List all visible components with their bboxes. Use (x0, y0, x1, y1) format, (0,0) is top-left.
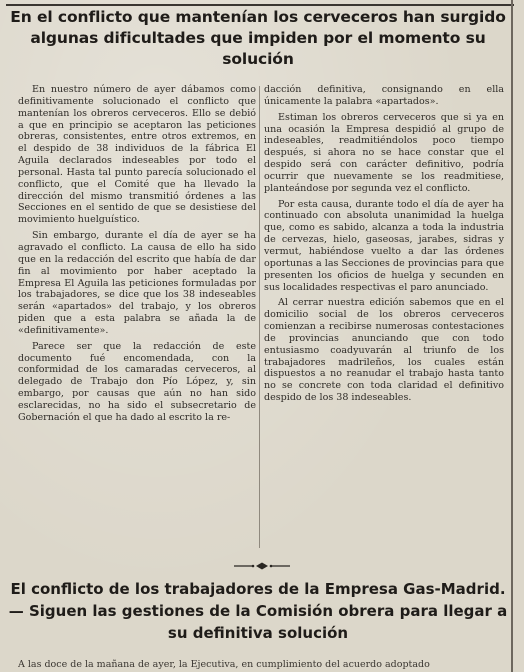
article1-headline: En el conflicto que mantenían los cerveceros han surgido algunas dificultades que impiden por el momento su solución (10, 8, 506, 68)
article1-paragraph: Estiman los obreros cerveceros que si ya en una ocasión la Empresa despidió al grupo de indeseables, readmitiéndolos poco tiempo después, si ahora no se hace constar que el despido será con carácter definitivo, podría ocurrir que nuevamente se los readmitiese, planteándose por segunda vez el conflicto. (264, 111, 504, 194)
article1-paragraph: Sin embargo, durante el día de ayer se ha agravado el conflicto. La causa de ello ha sido que en la redacción del escrito que había de dar fin al movimiento por haber aceptado la Empresa El Aguila las peticiones formuladas por los trabajadores, se dice que los 38 indeseables serán «apartados» del trabajo, y los obreros piden que a esta palabra se añada la de «definitivamente». (18, 230, 256, 336)
article2-headline: El conflicto de los trabajadores de la Empresa Gas-Madrid. — Siguen las gestiones de la Comisión obrera para llegar a su definitiva solución (8, 580, 508, 642)
article1-paragraph: dacción definitiva, consignando en ella únicamente la palabra «apartados». (264, 84, 504, 107)
article1-paragraph: Por esta causa, durante todo el día de ayer ha continuado con absoluta unanimidad la huelga que, como es sabido, alcanza a toda la industria de cervezas, hielo, gaseosas, jarabes, sidras y vermut, habiéndose vuelto a dar las órdenes oportunas a las Secciones de provincias para que presenten los oficios de huelga y secunden en sus localidades respectivas el paro anunciado. (264, 198, 504, 293)
ornamental-rule-icon (232, 561, 292, 571)
article2-first-line: A las doce de la mañana de ayer, la Ejecutiva, en cumplimiento del acuerdo adoptado (18, 659, 430, 670)
right-margin-rule (511, 0, 513, 672)
column-divider (259, 86, 260, 548)
top-rule (6, 4, 514, 6)
article1-right-column (264, 84, 504, 404)
article1-paragraph: Al cerrar nuestra edición sabemos que en el domicilio social de los obreros cerveceros comienzan a recibirse numerosas contestaciones de provincias anunciando que con todo entusiasmo coadyuvarán al triunfo de los trabajadores madrileños, los cuales están dispuestos a no reanudar el trabajo hasta tanto no se concrete con toda claridad el definitivo despido de los 38 indeseables. (264, 297, 504, 404)
article1-left-column (18, 84, 256, 424)
article1-paragraph: En nuestro número de ayer dábamos como definitivamente solucionado el conflicto que mantenían los obreros cerveceros. Ello se debió a que en principio se aceptaron las peticiones obreras, consistentes, entre otros extremos, en el despido de 38 individuos de la fábrica El Aguila declarados indeseables por todo el personal. Hasta tal punto parecía solucionado el conflicto, que el Comité que ha llevado la dirección del mismo transmitió órdenes a las Secciones en el sentido de que se desistiese del movimiento huelguístico. (18, 84, 256, 226)
article1-paragraph: Parece ser que la redacción de este documento fué encomendada, con la conformidad de los camaradas cerveceros, al delegado de Trabajo don Pío López, y, sin embargo, por causas que aún no han sido esclarecidas, no ha sido el subsecretario de Gobernación el que ha dado al escrito la re- (18, 340, 256, 423)
